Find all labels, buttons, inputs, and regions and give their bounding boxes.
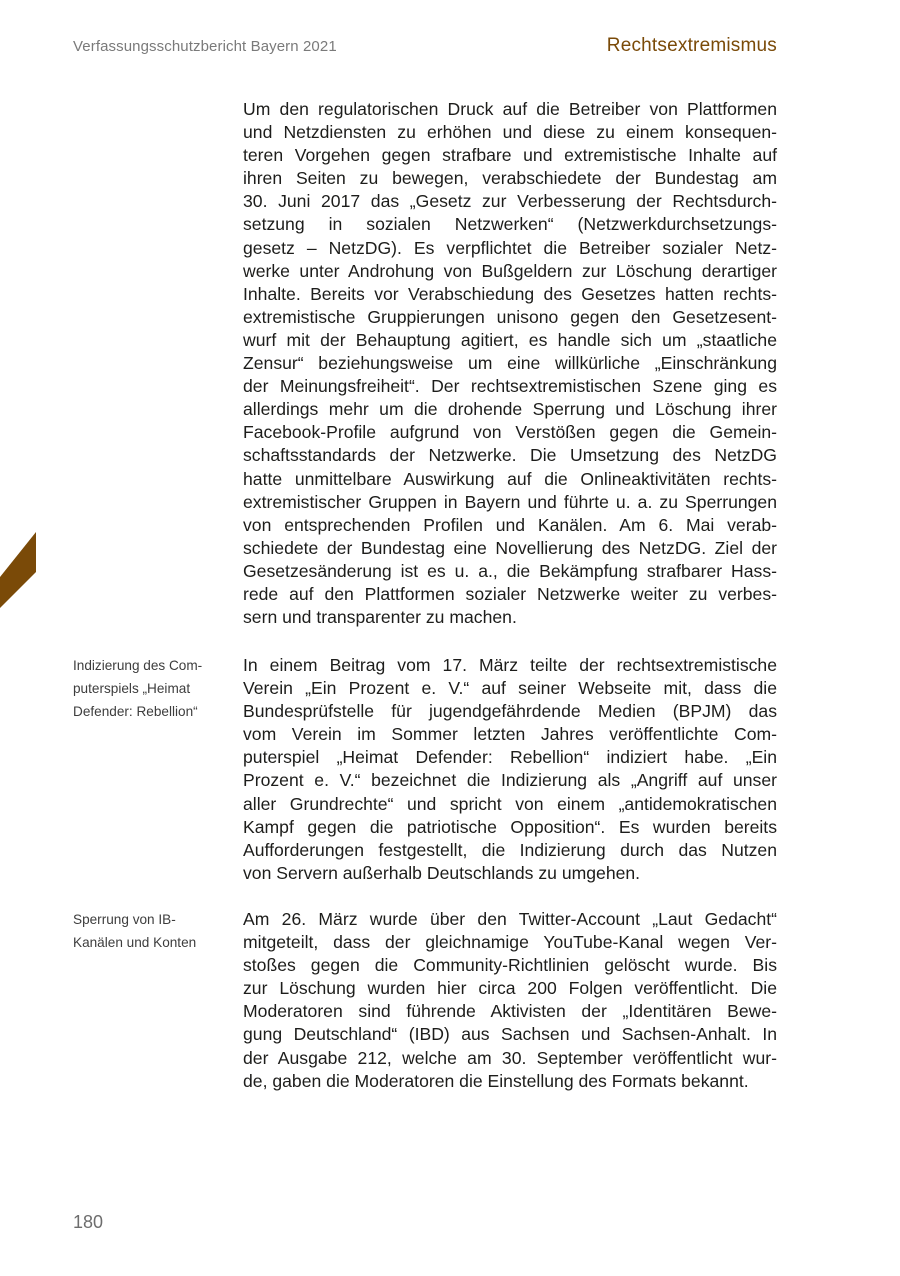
text-line: Kampf gegen die patriotische Opposition“. Es wurden bereits xyxy=(243,816,777,837)
text-line: hatte unmittelbare Auswirkung auf die Onlineaktivitäten rechts- xyxy=(243,468,777,489)
text-line: Facebook-Profile aufgrund von Verstößen gegen die Gemein- xyxy=(243,422,777,443)
text-line: und Netzdiensten zu erhöhen und diese zu einem konsequen- xyxy=(243,122,777,143)
text-line: wurf mit der Behauptung agitiert, es handle sich um „staatliche xyxy=(243,329,777,350)
text-line: teren Vorgehen gegen strafbare und extremistische Inhalte auf xyxy=(243,145,777,166)
side-note-heimat-defender xyxy=(73,654,223,723)
text-line: gung Deutschland“ (IBD) aus Sachsen und Sachsen-Anhalt. In xyxy=(243,1024,777,1045)
text-line: allerdings mehr um die drohende Sperrung und Löschung ihrer xyxy=(243,399,777,420)
text-line: Zensur“ beziehungsweise um eine willkürliche „Einschränkung xyxy=(243,353,777,374)
body-paragraph-ib-channels xyxy=(243,908,777,1093)
text-line: Moderatoren sind führende Aktivisten der „Identitären Bewe- xyxy=(243,1001,777,1022)
text-line: Um den regulatorischen Druck auf die Betreiber von Plattformen xyxy=(243,99,777,119)
side-note-ib-channels xyxy=(73,908,223,954)
text-line: Kanälen und Konten xyxy=(73,935,197,950)
text-line: de, gaben die Moderatoren die Einstellung des Formats bekannt. xyxy=(243,1070,749,1091)
text-line: stoßes gegen die Community-Richtlinien gelöscht wurde. Bis xyxy=(243,955,777,976)
text-line: werke unter Androhung von Bußgeldern zur Löschung derartiger xyxy=(243,260,777,281)
text-line: Sperrung von IB- xyxy=(73,912,176,927)
text-line: gesetz – NetzDG). Es verpflichtet die Betreiber sozialer Netz- xyxy=(243,237,777,258)
text-line: von Servern außerhalb Deutschlands zu umgehen. xyxy=(243,862,641,883)
text-line: 30. Juni 2017 das „Gesetz zur Verbesserung der Rechtsdurch- xyxy=(243,191,777,212)
page-number: 180 xyxy=(73,1212,104,1232)
running-header-title: Verfassungsschutzbericht Bayern 2021 xyxy=(73,38,337,55)
text-line: der Ausgabe 212, welche am 30. September veröffentlicht wur- xyxy=(243,1047,777,1068)
text-line: rede auf den Plattformen sozialer Netzwerke weiter zu verbes- xyxy=(243,583,777,604)
text-line: Prozent e. V.“ bezeichnet die Indizierung als „Angriff auf unser xyxy=(243,770,777,791)
text-line: Am 26. März wurde über den Twitter-Account „Laut Gedacht“ xyxy=(243,909,777,929)
text-line: In einem Beitrag vom 17. März teilte der rechtsextremistische xyxy=(243,655,777,675)
text-line: Aufforderungen festgestellt, die Indizierung durch das Nutzen xyxy=(243,839,777,860)
body-paragraph-heimat-defender xyxy=(243,654,777,885)
text-line: Bundesprüfstelle für jugendgefährdende Medien (BPJM) das xyxy=(243,701,777,722)
text-line: schiedete der Bundestag eine Novellierung des NetzDG. Ziel der xyxy=(243,537,777,558)
text-line: Indizierung des Com- xyxy=(73,658,203,673)
text-line: aller Grundrechte“ und spricht von einem „antidemokratischen xyxy=(243,793,777,814)
chapter-title: Rechtsextremismus xyxy=(606,35,777,56)
chapter-tab-marker xyxy=(0,532,36,608)
text-line: puterspiels „Heimat xyxy=(73,681,191,696)
text-line: ihren Seiten zu bewegen, verabschiedete der Bundestag am xyxy=(243,168,777,189)
text-line: vom Verein im Sommer letzten Jahres veröffentlichte Com- xyxy=(243,724,777,745)
body-paragraph-netzdg xyxy=(243,98,777,629)
text-line: zur Löschung wurden hier circa 200 Folgen veröffentlicht. Die xyxy=(243,978,777,999)
text-line: extremistische Gruppierungen unisono gegen den Gesetzesent- xyxy=(243,306,777,327)
text-line: Defender: Rebellion“ xyxy=(73,704,198,719)
text-line: Verein „Ein Prozent e. V.“ auf seiner Webseite mit, dass die xyxy=(243,678,777,699)
text-line: sern und transparenter zu machen. xyxy=(243,607,517,628)
text-line: Inhalte. Bereits vor Verabschiedung des Gesetzes hatten rechts- xyxy=(243,283,777,304)
text-line: schaftsstandards der Netzwerke. Die Umsetzung des NetzDG xyxy=(243,445,777,466)
text-line: extremistischer Gruppen in Bayern und führte u. a. zu Sperrungen xyxy=(243,491,777,512)
text-line: mitgeteilt, dass der gleichnamige YouTube-Kanal wegen Ver- xyxy=(243,932,777,953)
text-line: setzung in sozialen Netzwerken“ (Netzwerkdurchsetzungs- xyxy=(243,214,777,235)
text-line: der Meinungsfreiheit“. Der rechtsextremistischen Szene ging es xyxy=(243,376,777,397)
text-line: Gesetzesänderung ist es u. a., die Bekämpfung strafbarer Hass- xyxy=(243,560,777,581)
text-line: puterspiel „Heimat Defender: Rebellion“ indiziert habe. „Ein xyxy=(243,747,777,768)
text-line: von entsprechenden Profilen und Kanälen. Am 6. Mai verab- xyxy=(243,514,777,535)
